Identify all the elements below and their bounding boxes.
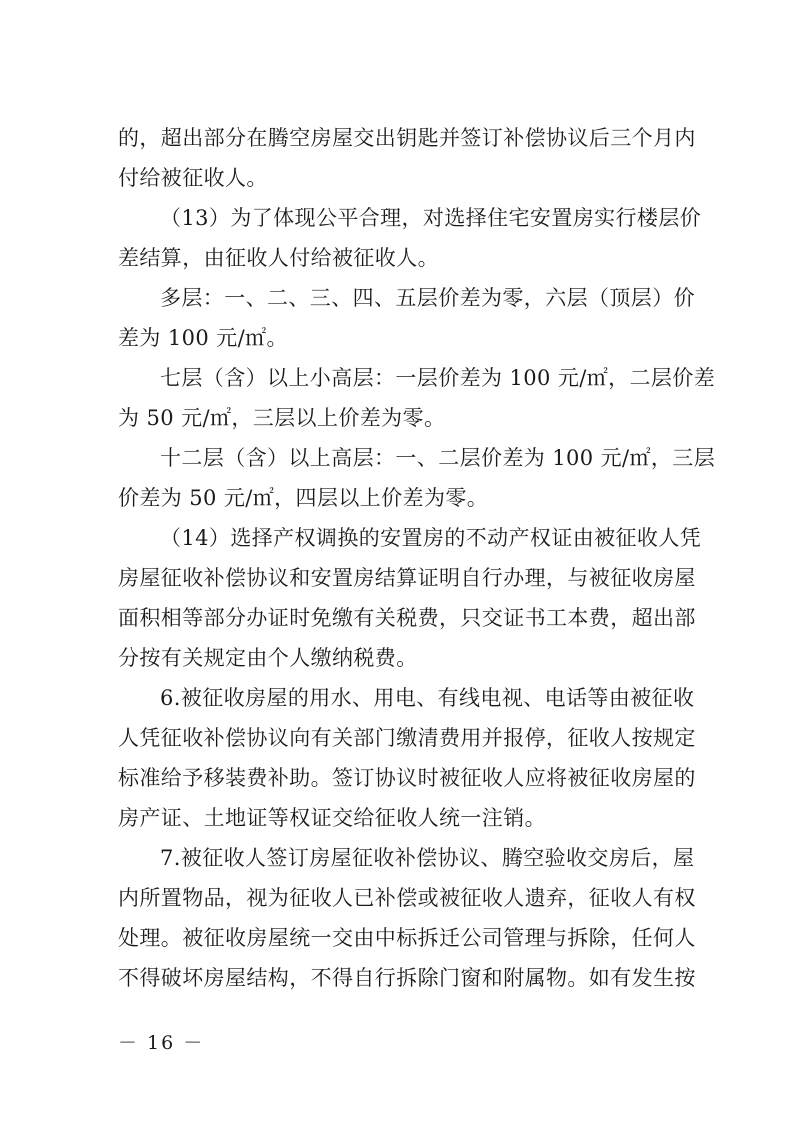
- paragraph-item-14: [118, 518, 702, 678]
- paragraph-item-6: [118, 678, 696, 838]
- text-line: （14）选择产权调换的安置房的不动产权证由被征收人凭: [160, 526, 702, 550]
- text-line: 十二层（含）以上高层：一、二层价差为 100 元/㎡，三层: [160, 446, 716, 470]
- text-line: 房屋征收补偿协议和安置房结算证明自行办理，与被征收房屋: [118, 566, 696, 590]
- paragraph-item-7: [118, 838, 696, 998]
- body-text: [118, 118, 716, 998]
- text-line: 处理。被征收房屋统一交由中标拆迁公司管理与拆除，任何人: [118, 926, 696, 950]
- text-line: （13）为了体现公平合理，对选择住宅安置房实行楼层价: [160, 206, 702, 230]
- text-line: 分按有关规定由个人缴纳税费。: [118, 646, 418, 670]
- text-line: 为 50 元/㎡，三层以上价差为零。: [118, 406, 446, 430]
- text-line: 多层：一、二、三、四、五层价差为零，六层（顶层）价: [160, 286, 695, 310]
- paragraph-high-rise: [118, 438, 716, 518]
- text-line: 差结算，由征收人付给被征收人。: [118, 246, 439, 270]
- text-line: 房产证、土地证等权证交给征收人统一注销。: [118, 806, 546, 830]
- text-line: 6.被征收房屋的用水、用电、有线电视、电话等由被征收: [160, 686, 695, 710]
- text-line: 付给被征收人。: [118, 166, 268, 190]
- text-line: 差为 100 元/㎡。: [118, 326, 288, 350]
- text-line: 人凭征收补偿协议向有关部门缴清费用并报停，征收人按规定: [118, 726, 696, 750]
- page-number: － 16 －: [118, 1032, 205, 1054]
- paragraph-mid-rise: [118, 358, 716, 438]
- paragraph-item-13: [118, 198, 702, 278]
- text-line: 的，超出部分在腾空房屋交出钥匙并签订补偿协议后三个月内: [118, 126, 696, 150]
- text-line: 面积相等部分办证时免缴有关税费，只交证书工本费，超出部: [118, 606, 696, 630]
- text-line: 内所置物品，视为征收人已补偿或被征收人遗弃，征收人有权: [118, 886, 696, 910]
- paragraph-multistory: [118, 278, 693, 358]
- paragraph-continuation: [118, 118, 696, 198]
- text-line: 七层（含）以上小高层：一层价差为 100 元/㎡，二层价差: [160, 366, 716, 390]
- text-line: 价差为 50 元/㎡，四层以上价差为零。: [118, 486, 489, 510]
- text-line: 标准给予移装费补助。签订协议时被征收人应将被征收房屋的: [118, 766, 696, 790]
- text-line: 不得破坏房屋结构，不得自行拆除门窗和附属物。如有发生按: [118, 966, 696, 990]
- text-line: 7.被征收人签订房屋征收补偿协议、腾空验收交房后，屋: [160, 846, 695, 870]
